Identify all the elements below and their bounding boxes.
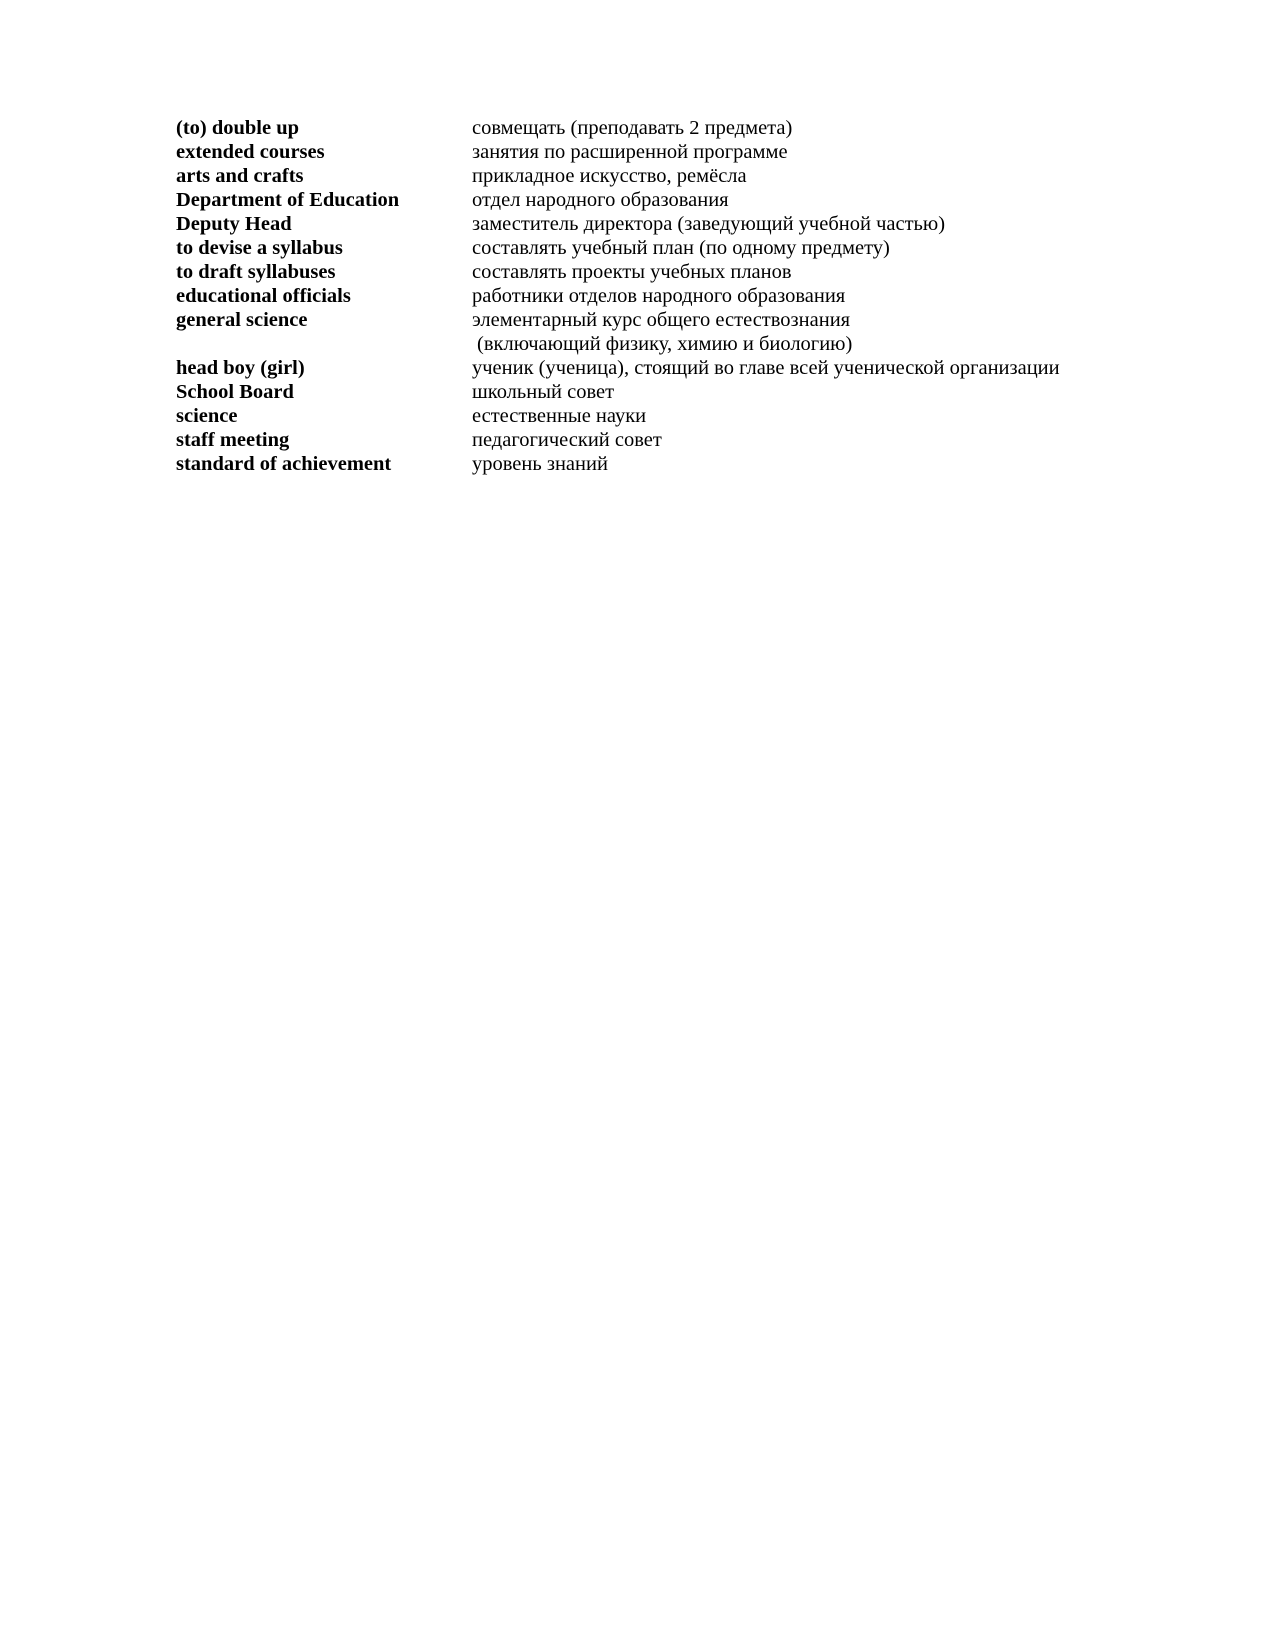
glossary-term: standard of achievement [176, 453, 392, 475]
glossary-entry [176, 188, 1176, 212]
glossary-entry [176, 140, 1176, 164]
glossary-entry [176, 380, 1176, 404]
glossary-list [176, 116, 1176, 476]
glossary-entry [176, 164, 1176, 188]
glossary-term: to devise a syllabus [176, 237, 343, 259]
glossary-definition: уровень знаний [472, 453, 608, 475]
glossary-term: science [176, 405, 238, 427]
glossary-definition-block [472, 308, 1176, 356]
glossary-entry [176, 308, 1176, 356]
glossary-definition-continuation: (включающий физику, химию и биологию) [477, 333, 853, 355]
glossary-entry [176, 212, 1176, 236]
glossary-term: general science [176, 309, 308, 331]
glossary-term: to draft syllabuses [176, 261, 336, 283]
glossary-term: educational officials [176, 285, 351, 307]
glossary-definition: отдел народного образования [472, 189, 729, 211]
glossary-entry [176, 428, 1176, 452]
glossary-definition: ученик (ученица), стоящий во главе всей ученической организации [472, 357, 1060, 379]
glossary-entry [176, 284, 1176, 308]
glossary-definition: прикладное искусство, ремёсла [472, 165, 747, 187]
glossary-term: (to) double up [176, 117, 300, 139]
glossary-term: extended courses [176, 141, 325, 163]
glossary-definition: составлять учебный план (по одному предмету) [472, 237, 890, 259]
glossary-definition: совмещать (преподавать 2 предмета) [472, 117, 793, 139]
glossary-definition: занятия по расширенной программе [472, 141, 788, 163]
glossary-term: School Board [176, 381, 294, 403]
glossary-term: Department of Education [176, 189, 400, 211]
glossary-definition: составлять проекты учебных планов [472, 261, 792, 283]
glossary-definition: педагогический совет [472, 429, 662, 451]
glossary-term: head boy (girl) [176, 357, 305, 379]
glossary-entry [176, 356, 1176, 380]
glossary-entry [176, 116, 1176, 140]
glossary-term: Deputy Head [176, 213, 292, 235]
glossary-term: staff meeting [176, 429, 290, 451]
glossary-entry [176, 236, 1176, 260]
glossary-definition: элементарный курс общего естествознания [472, 309, 851, 331]
glossary-definition: работники отделов народного образования [472, 285, 846, 307]
glossary-definition: заместитель директора (заведующий учебной частью) [472, 213, 946, 235]
glossary-definition: школьный совет [472, 381, 615, 403]
glossary-entry [176, 452, 1176, 476]
glossary-term: arts and crafts [176, 165, 304, 187]
glossary-entry [176, 404, 1176, 428]
glossary-definition: естественные науки [472, 405, 647, 427]
glossary-entry [176, 260, 1176, 284]
